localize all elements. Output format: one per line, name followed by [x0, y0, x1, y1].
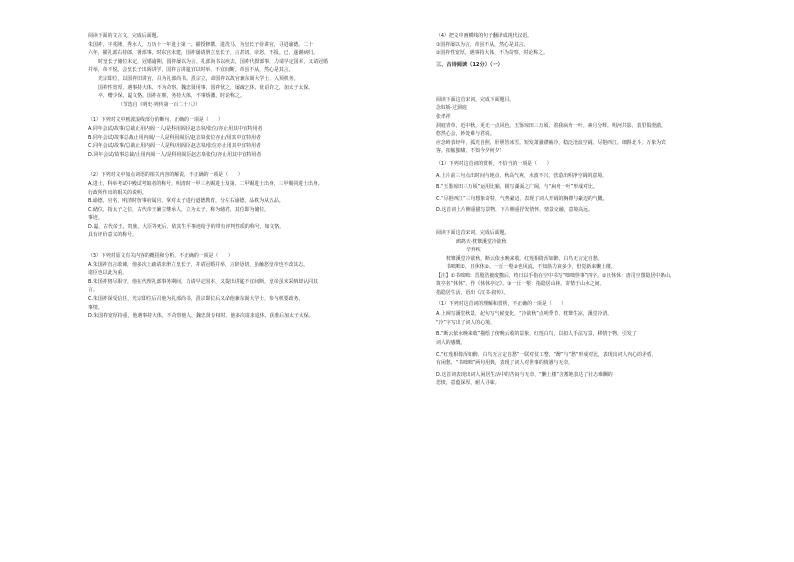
right-column: [436, 32, 762, 388]
option-b: B.同年会试/故事总裁止用内阁/一人是科用阁臣/赵志皋张位亦止/用其中宜特用者: [88, 134, 261, 141]
poem-line: 应念岭表经年，孤光自照，肝胆皆冰雪。短发萧骚襟袖冷，稳泛沧浪空阔。尽挹西江，细斟北斗，万象为宾: [436, 139, 666, 146]
option-c: C.“红莲相倚浑如醉，白鸟无言定自愁”一联对仗工整，“醉”与“愁”形成对比，表现出词人内心的矛盾，: [436, 351, 657, 358]
option-b: B.“玉鉴琼田三万顷”运用比喻，极写湖面之广阔，与“扁舟一叶”形成对比。: [436, 184, 598, 191]
option-a: A.同年会试/故事/总裁止用内阁一人/是科用阁臣赵志皋/张位/亦止用其中宜特用者: [88, 125, 263, 132]
passage-line: 六年，擢礼部右侍郎，署部事。时东宫未建，国祚屡请册立皇长子，言甚切。帝怒，不报。已，遂谢病归。: [88, 50, 318, 57]
passage-line: 并举，帝不悦。会皇长子出阁讲学，国祚言讲筵宜以时举，不宜间断。帝虽不从，然心是其言。: [88, 67, 294, 74]
translation-item: ①国祚屡以为言，帝虽不从，然心是其言。: [436, 41, 529, 48]
option-b-cont: 词人的感慨。: [436, 340, 466, 347]
passage-line: 国祚性宽厚，遇事持大体，不为苛察。魏忠贤用事，国祚忧之，屡疏乞休，优诏许之，加太子太保。: [98, 84, 314, 91]
translation-item: ②国祚性宽厚，遇事持大体，不为苛察，时论称之。: [436, 50, 548, 57]
poem-line: 客。扣舷独啸，不知今夕何夕！: [436, 148, 505, 155]
question-stem: （4）把文中画横线的句子翻译成现代汉语。: [436, 33, 533, 39]
question-1: [88, 116, 388, 159]
option-b: B.“断云依水晚来收”描绘了傍晚云收的景象，红莲白鸟，以拟人手法写景，移情于物，引发了: [436, 331, 637, 338]
option-a: A.朱国祚直言敢谏，他多次上疏请求册立皇长子，并请冠婚并举，言辞恳切，虽触怒皇帝也不改其志。: [88, 261, 309, 268]
passage-line: 朱国祚，字兆隆，秀水人，万历十一年进士第一。擢授修撰，进洗马，为皇长子侍讲官，寻进谕德。二十: [88, 41, 313, 48]
option-c-cont: 事情。: [88, 304, 103, 311]
question-stem: （1）下列对这首词的赏析，不恰当的一项是（ ）: [436, 160, 552, 167]
poem-line: 枕簟溪堂冷欲秋，断云依水晚来收。红莲相倚浑如醉，白鸟无言定自愁。: [446, 255, 603, 262]
passage-line: 时皇长子储位未定，冠婚逾期，国祚屡以为言。礼部尚书以疾去，国祚代摄部事，力请早定国本，又请冠婚: [98, 58, 328, 65]
option-d: D.这首词上片侧重描写景物，下片侧重抒发情怀，情景交融，意境高远。: [436, 207, 593, 214]
question-stem: （2）下列对文中加点词语的相关内容的解说，不正确的一项是（ ）: [88, 172, 243, 179]
poem-author: 辛弃疾: [466, 247, 481, 254]
poem-intro: 阅读下面这首宋词，完成后面题。: [436, 229, 510, 236]
option-d: D.这首词表现出词人闲居生活中的苦闷与无奈，“懒上楼”含蓄地表达了壮志难酬的: [436, 371, 613, 378]
poem-line: 洞庭青草，近中秋，更无一点风色。玉鉴琼田三万顷，着我扁舟一叶。素月分辉，明河共影，表里俱澄澈。: [436, 122, 666, 129]
option-c: C.“尽挹西江”三句想象奇特，气势豪迈，表现了词人开阔的胸襟与豪迈的气概。: [436, 195, 608, 202]
classical-passage: [88, 41, 388, 101]
option-c-cont: 事迹。: [88, 215, 103, 222]
option-b: B.朱国祚恪尽职守，他在代理礼部事务期间，力请早定国本，又提出讲筵不宜间断，皇帝虽未采纳却认同其: [88, 278, 318, 285]
poem-line: 书咄咄①，且休休②。一丘一壑③也风流。不知筋力衰多少，但觉新来懒上楼。: [446, 264, 616, 271]
question-stem: （1）下列对这首词的理解和赏析，不正确的一项是（ ）: [436, 300, 567, 307]
reading-intro: 阅读下面的文言文，完成后面题。: [88, 33, 162, 39]
option-d-cont: 悲愤，意蕴深厚，耐人寻味。: [436, 380, 500, 387]
passage-source: （节选自《明史·列传第一百二十八》）: [118, 101, 201, 108]
left-column: [88, 32, 388, 321]
poem-title: 念奴娇·过洞庭: [436, 105, 467, 112]
option-c: C.同年会试/故事/总裁止用内阁一人是科/用阁臣赵志皋/张位亦止用其中宜特用者: [88, 143, 261, 150]
poem-note: 筑亭名“休休”，作《休休亭记》。③一丘一壑：指隐居山林，寄情于山水之间。: [436, 281, 605, 288]
question-3: [88, 252, 388, 321]
poem-note: 指隐居生活，语出《汉书·叙传》。: [436, 290, 509, 297]
option-b-cont: 言。: [88, 287, 98, 294]
option-a-cont: “冷”字写出了词人的心境。: [436, 319, 495, 326]
question-4: [436, 32, 762, 58]
section-heading: 三、古诗阅读（12分）（一）: [436, 61, 503, 68]
option-a: A.上阕写溪堂秋景，起句写气候变化，“冷欲秋”点明季节，枕簟生凉，溪堂冷清，: [436, 311, 613, 318]
option-a: A.进士，科举考试中殿试考取者的称号，明清时一甲三名赐进士及第，二甲赐进士出身，三甲赐同进士出身。: [88, 180, 323, 187]
option-d: D.同年会试/故事总裁/止用内阁一人/是科用阁臣赵志皋张位/亦止用其中宜特用者: [88, 151, 262, 158]
poem-line: 悠然心会，妙处难与君说。: [436, 131, 495, 138]
option-b: B.谕德，官名，明清时詹事府属官，掌对太子进行道德教育，分左右谕德，品秩为从五品。: [88, 198, 284, 205]
poem-1: [436, 96, 762, 215]
question-2: [88, 171, 388, 240]
option-d-cont: 具有评价意义的称号。: [88, 232, 137, 239]
question-stem: （3）下列对原文有关内容的概括和分析，不正确的一项是（ ）: [88, 253, 233, 260]
option-a-cont: 行政所作出的相关的说明。: [88, 189, 147, 196]
poem-note: 【注】①书咄咄：晋殷浩被废黜后，终日以手指在空中书写“咄咄怪事”四字。②且休休：唐司空图隐居中条山，: [436, 272, 675, 279]
poem-intro: 阅读下面这首宋词，完成下面题目。: [436, 96, 515, 103]
passage-line: 光宗即位，以国祚旧讲官，召为礼部尚书。熹宗立，命国祚以故官兼东阁大学士，入预机务。: [98, 75, 299, 82]
option-c: C.朱国祚深受信任，光宗即位后召他为礼部尚书，熹宗即位后又命他兼东阁大学士，参与机要政务。: [88, 296, 304, 303]
option-d: D.谥，古代帝王、贵族、大臣等死后，依其生平事迹给予的带有评判性质的称号，如文恪。: [88, 223, 285, 230]
passage-line: 卒，赠少保，谥文恪。国祚在朝，务持大体，不事矫激，时论称之。: [98, 93, 245, 100]
poem-author: 张孝祥: [436, 113, 451, 120]
option-a: A.上片前三句点出时间与地点，秋高气爽，水波不兴，营造出明净空阔的意境。: [436, 172, 608, 179]
option-d: D.朱国祚宽厚持重，他遇事持大体，不苛察他人，魏忠贤专权时，他多次请求退休，获准后加太子太保。: [88, 313, 314, 320]
option-a-cont: 诸臣也以此为重。: [88, 270, 128, 277]
option-c-cont: 有闲愁，“书咄咄”两句用典，表现了词人对世事的愤懑与无奈。: [436, 360, 574, 367]
option-c: C.储位，指太子之位，古代帝王确立继承人，立为太子，称为储君，其位即为储位。: [88, 206, 270, 213]
poem-title: 鹧鸪天·枕簟溪堂冷欲秋: [456, 238, 507, 245]
question-stem: （1）下列对文中画波浪线部分的断句，正确的一项是（ ）: [88, 117, 224, 124]
poem-2: [436, 229, 762, 388]
